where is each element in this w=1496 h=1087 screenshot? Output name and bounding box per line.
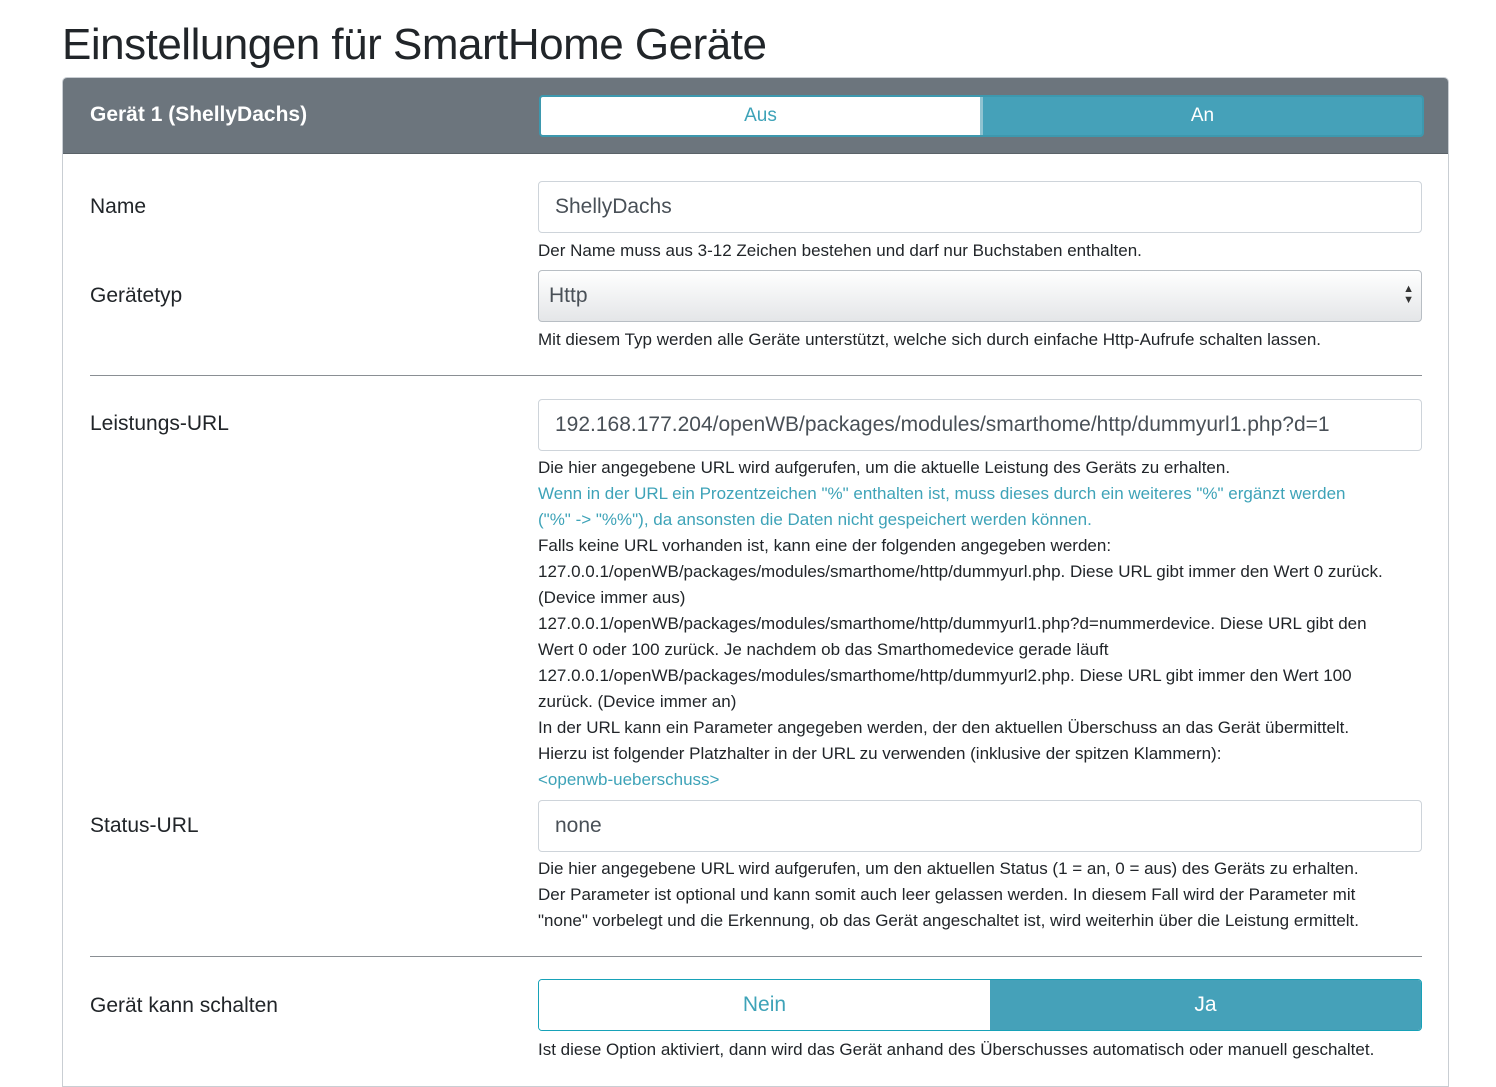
status-url-input[interactable] — [538, 800, 1422, 852]
device-on-button[interactable]: An — [983, 97, 1422, 135]
device-state-toggle — [539, 95, 1424, 137]
help-line: Der Parameter ist optional und kann somit auch leer gelassen werden. In diesem Fall wird der Parameter mit — [538, 885, 1356, 904]
help-line-warning: ("%" -> "%%"), da ansonsten die Daten nicht gespeichert werden können. — [538, 510, 1092, 529]
can-switch-label: Gerät kann schalten — [90, 994, 278, 1017]
can-switch-help-text: Ist diese Option aktiviert, dann wird das Gerät anhand des Überschusses automatisch oder manuell geschaltet. — [538, 1040, 1375, 1059]
help-line: Falls keine URL vorhanden ist, kann eine der folgenden angegeben werden: — [538, 536, 1112, 555]
device-off-button[interactable]: Aus — [541, 97, 983, 135]
help-line: Hierzu ist folgender Platzhalter in der URL zu verwenden (inklusive der spitzen Klammern): — [538, 744, 1222, 763]
help-line: 127.0.0.1/openWB/packages/modules/smarthome/http/dummyurl2.php. Diese URL gibt immer den Wert 100 — [538, 666, 1352, 685]
can-switch-yes-button[interactable]: Ja — [990, 980, 1421, 1030]
device-header-title: Gerät 1 (ShellyDachs) — [90, 103, 308, 126]
page-title: Einstellungen für SmartHome Geräte — [62, 20, 767, 69]
name-label: Name — [90, 195, 147, 218]
help-line: Wert 0 oder 100 zurück. Je nachdem ob das Smarthomedevice gerade läuft — [538, 640, 1109, 659]
help-line-warning: Wenn in der URL ein Prozentzeichen "%" enthalten ist, muss dieses durch ein weiteres "%" ergänzt werden — [538, 484, 1346, 503]
help-line: Die hier angegebene URL wird aufgerufen, um den aktuellen Status (1 = an, 0 = aus) des Geräts zu erhalten. — [538, 859, 1359, 878]
name-help-text: Der Name muss aus 3-12 Zeichen bestehen und darf nur Buchstaben enthalten. — [538, 241, 1142, 260]
device-type-select[interactable] — [538, 270, 1422, 322]
section-divider — [90, 375, 1422, 376]
can-switch-no-button[interactable]: Nein — [539, 980, 990, 1030]
help-line: In der URL kann ein Parameter angegeben werden, der den aktuellen Überschuss an das Gerät übermittelt. — [538, 718, 1350, 737]
can-switch-toggle — [538, 979, 1422, 1031]
section-divider — [90, 956, 1422, 957]
help-line: 127.0.0.1/openWB/packages/modules/smarthome/http/dummyurl.php. Diese URL gibt immer den Wert 0 zurück. — [538, 562, 1383, 581]
help-line: Die hier angegebene URL wird aufgerufen, um die aktuelle Leistung des Geräts zu erhalten. — [538, 458, 1231, 477]
device-settings-card — [62, 77, 1449, 1087]
placeholder-token: <openwb-ueberschuss> — [538, 770, 720, 789]
device-card-header — [63, 78, 1448, 154]
power-url-label: Leistungs-URL — [90, 412, 229, 435]
status-url-help-text — [538, 856, 1428, 934]
select-arrows-icon: ▲ ▼ — [1403, 283, 1414, 306]
help-line: (Device immer aus) — [538, 588, 686, 607]
name-input[interactable] — [538, 181, 1422, 233]
help-line: "none" vorbelegt und die Erkennung, ob das Gerät angeschaltet ist, wird weiterhin über die Leistung ermittelt. — [538, 911, 1359, 930]
device-type-help-text: Mit diesem Typ werden alle Geräte unterstützt, welche sich durch einfache Http-Aufrufe schalten lassen. — [538, 330, 1322, 349]
device-type-selected-value: Http — [549, 284, 588, 307]
power-url-help-text — [538, 455, 1428, 793]
device-type-label: Gerätetyp — [90, 284, 183, 307]
status-url-label: Status-URL — [90, 814, 199, 837]
power-url-input[interactable] — [538, 399, 1422, 451]
help-line: 127.0.0.1/openWB/packages/modules/smarthome/http/dummyurl1.php?d=nummerdevice. Diese URL gibt den — [538, 614, 1367, 633]
help-line: zurück. (Device immer an) — [538, 692, 737, 711]
